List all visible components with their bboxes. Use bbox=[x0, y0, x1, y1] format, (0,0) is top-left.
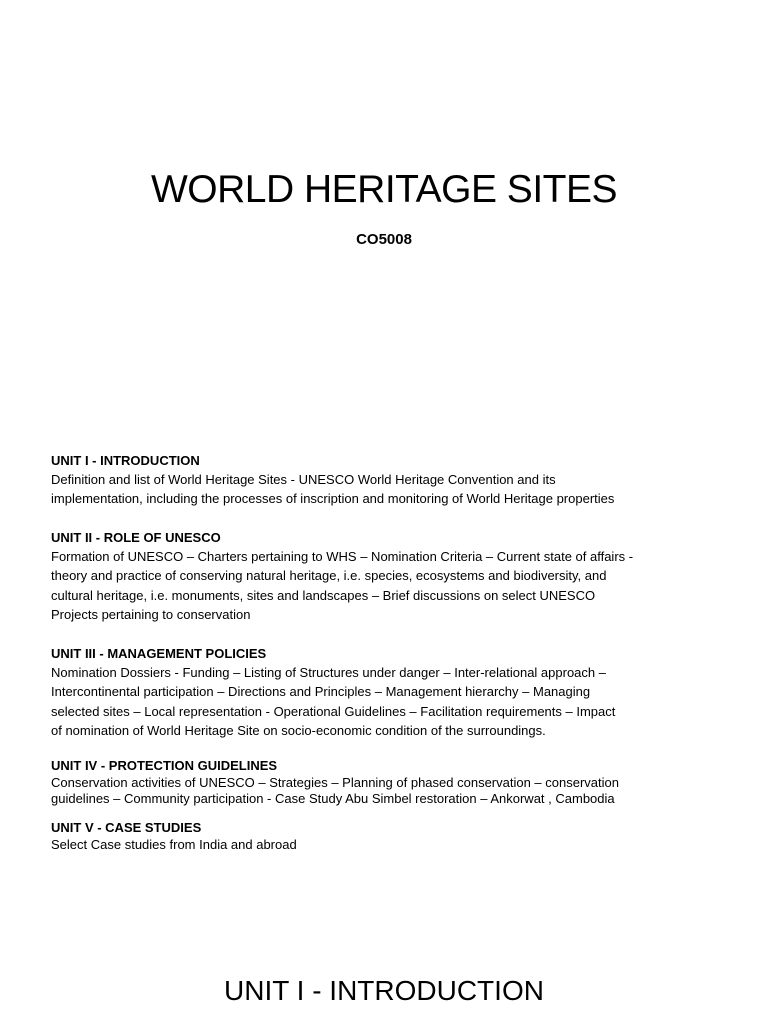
unit-section-4 bbox=[51, 757, 731, 806]
unit-heading-4: UNIT IV - PROTECTION GUIDELINES bbox=[51, 758, 278, 773]
document-title: WORLD HERITAGE SITES bbox=[151, 168, 617, 211]
unit-section-5 bbox=[51, 819, 731, 853]
unit-body-4: Conservation activities of UNESCO – Strategies – Planning of phased conservation – conservation guidelines – Community participation - Case Study Abu Simbel restoration – Ankorwat , Cambodia bbox=[51, 775, 619, 806]
unit-body-3: Nomination Dossiers - Funding – Listing of Structures under danger – Inter-relational approach – Intercontinental participation – Directions and Principles – Management hierarchy – Managing selected sites – Local representation - Operational Guidelines – Facilitation requirements – Impact of nomination of World Heritage Site on socio-economic condition of the surroundings. bbox=[51, 665, 616, 739]
unit-heading-3: UNIT III - MANAGEMENT POLICIES bbox=[51, 646, 267, 661]
unit-section-1 bbox=[51, 452, 731, 509]
unit-body-2: Formation of UNESCO – Charters pertaining to WHS – Nomination Criteria – Current state of affairs - theory and practice of conserving natural heritage, i.e. species, ecosystems and biodiversity, and cultural heritage, i.e. monuments, sites and landscapes – Brief discussions on select UNESCO Projects pertaining to conservation bbox=[51, 549, 634, 623]
unit-section-3 bbox=[51, 645, 731, 741]
unit-heading-1: UNIT I - INTRODUCTION bbox=[51, 453, 200, 468]
next-section-heading: UNIT I - INTRODUCTION bbox=[224, 975, 544, 1006]
unit-body-5: Select Case studies from India and abroad bbox=[51, 837, 297, 852]
unit-body-1: Definition and list of World Heritage Sites - UNESCO World Heritage Convention and its implementation, including the processes of inscription and monitoring of World Heritage properties bbox=[51, 472, 615, 507]
unit-heading-2: UNIT II - ROLE OF UNESCO bbox=[51, 530, 221, 545]
unit-heading-5: UNIT V - CASE STUDIES bbox=[51, 820, 202, 835]
course-code: CO5008 bbox=[356, 231, 412, 248]
unit-section-2 bbox=[51, 529, 731, 625]
